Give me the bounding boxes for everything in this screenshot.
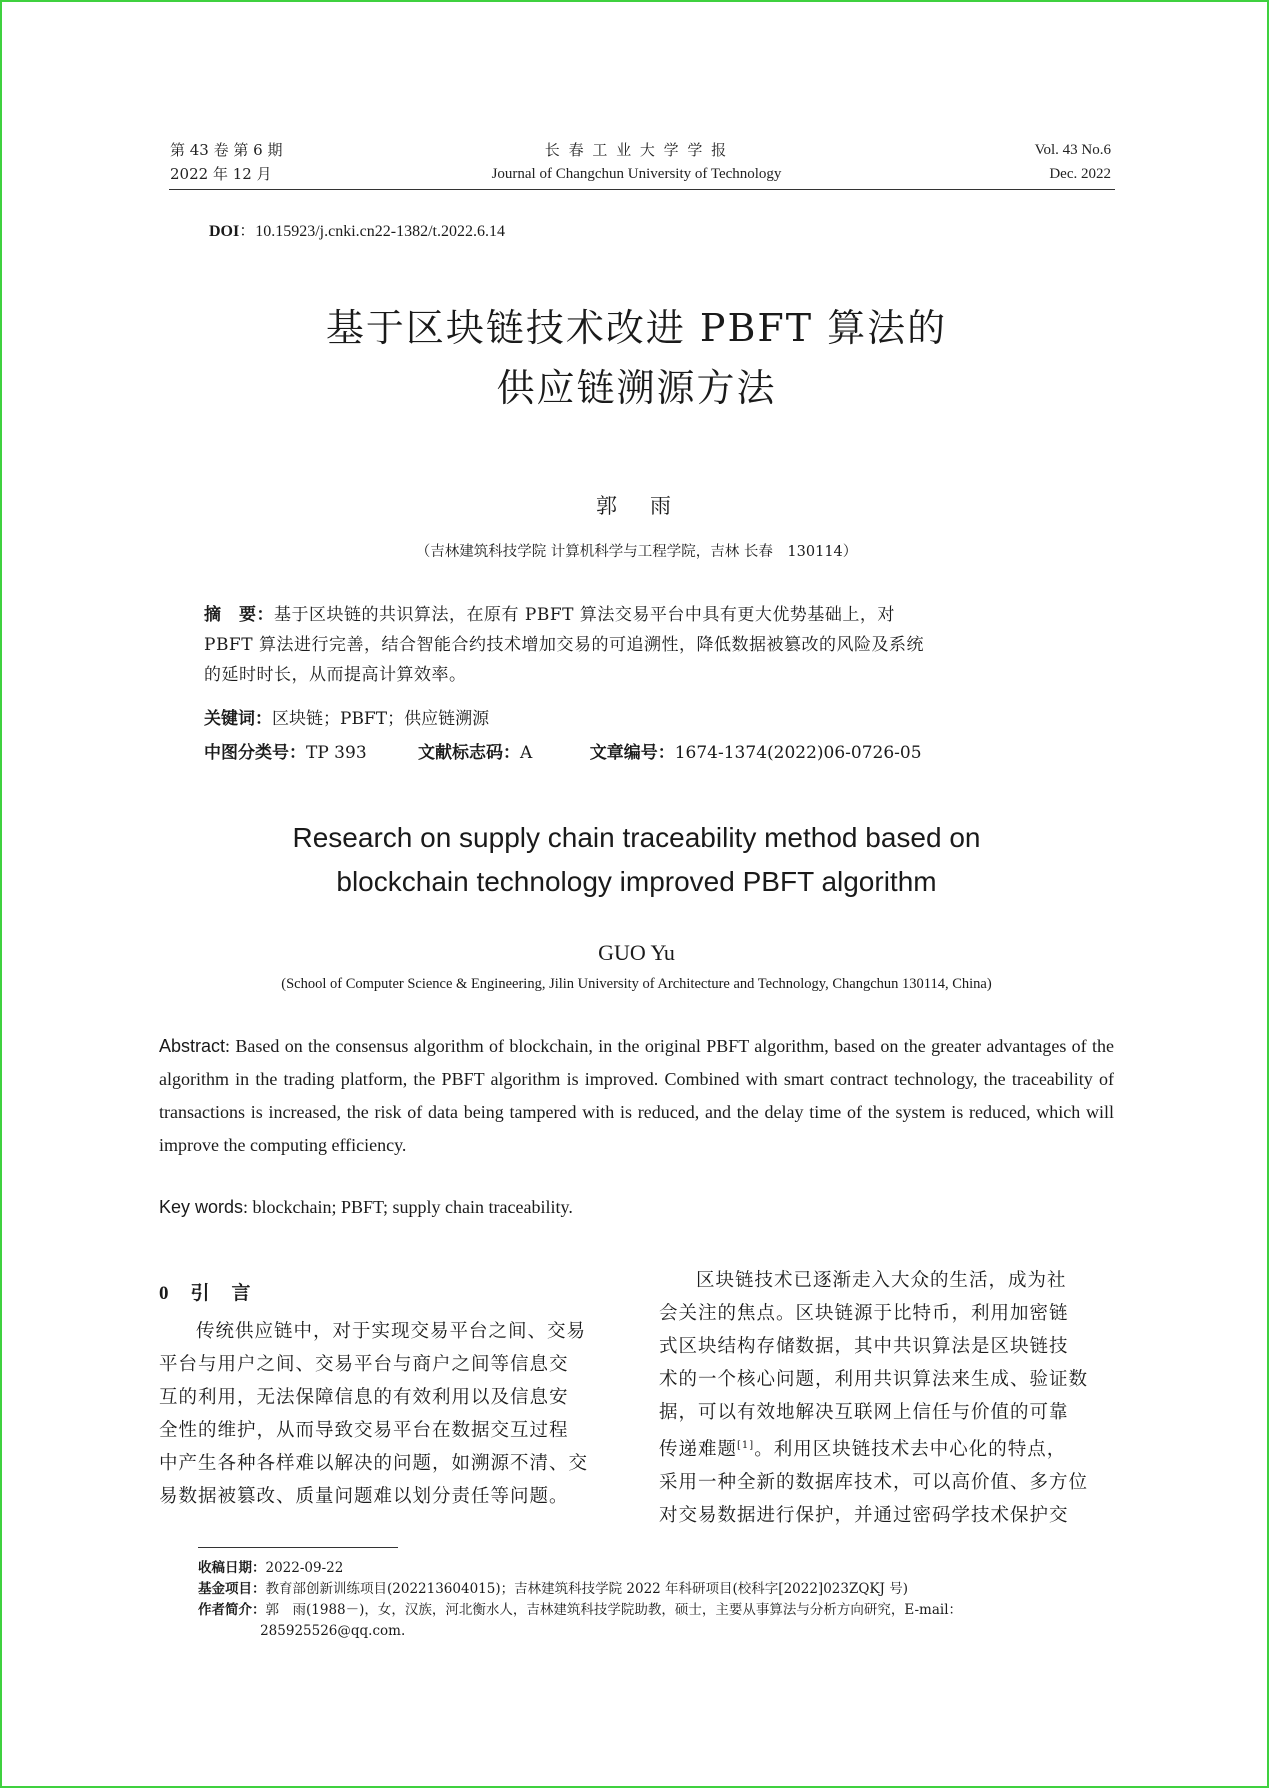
section-heading [159,1278,273,1305]
body-left-line: 中产生各种各样难以解决的问题，如溯源不清、交 [159,1453,589,1474]
footnote-received [198,1558,1118,1579]
header-volume-issue: 第 43 卷 第 6 期 [170,141,283,159]
affiliation-en: (School of Computer Science & Engineering, Jilin University of Architecture and Technology, Changchun 130114, China) [281,976,992,992]
body-left-line: 传统供应链中，对于实现交易平台之间、交易 [196,1321,587,1342]
body-right-text: 传递难题 [659,1439,738,1461]
title-en-line2: blockchain technology improved PBFT algorithm [336,866,937,897]
doi [209,218,505,241]
author-bio-email: 285925526@qq.com. [260,1623,406,1639]
abstract-cn [204,600,1074,690]
keywords-en [159,1197,573,1218]
article-no-value: 1674-1374(2022)06-0726-05 [674,743,922,763]
header-vol-en [1035,138,1111,186]
body-right-line: 区块链技术已逐渐走入大众的生活，成为社 [696,1270,1067,1291]
body-right-line: 据，可以有效地解决互联网上信任与价值的可靠 [659,1402,1069,1423]
received-value: 2022-09-22 [265,1560,344,1576]
body-right-column [659,1264,1114,1532]
fund-label: 基金项目： [198,1581,266,1597]
body-right-line: 式区块结构存储数据，其中共识算法是区块链技 [659,1336,1069,1357]
clc-label: 中图分类号： [204,743,306,763]
title-en [2,816,1269,904]
body-left-column [159,1315,614,1513]
abstract-en [159,1030,1114,1162]
abstract-cn-label: 摘 要： [204,605,274,625]
footnotes [198,1558,1118,1642]
keywords-en-value: : blockchain; PBFT; supply chain traceability. [243,1197,573,1217]
header-vol-no: Vol. 43 No.6 [1034,142,1111,158]
abstract-en-text: : Based on the consensus algorithm of blockchain, in the original PBFT algorithm, based on the greater advantages of the algorithm in the trading platform, the PBFT algorithm is improved. Combined with smart contract technology, the traceability of transactions is increased, the risk of data being tampered with is reduced, and the delay time of the system is reduced, which will improve the computing efficiency. [159,1036,1114,1155]
body-left-line: 互的利用，无法保障信息的有效利用以及信息安 [159,1387,569,1408]
body-right-line: 对交易数据进行保护，并通过密码学技术保护交 [659,1505,1069,1527]
header-journal-cn: 长 春 工 业 大 学 学 报 [544,141,729,159]
doc-code-label: 文献标志码： [418,743,521,763]
header-rule [169,189,1115,190]
fund-value: 教育部创新训练项目(202213604015)；吉林建筑科技学院 2022 年科研项目(校科字[2022]023ZQKJ 号) [265,1581,908,1597]
header-date-en: Dec. 2022 [1049,166,1111,182]
header-journal-en: Journal of Changchun University of Technology [491,166,782,182]
section-title: 引言 [190,1282,273,1304]
body-left-line: 平台与用户之间、交易平台与商户之间等信息交 [159,1354,569,1375]
classification-line [204,738,1084,763]
abstract-cn-line2: PBFT 算法进行完善，结合智能合约技术增加交易的可追溯性，降低数据被篡改的风险及系统 [204,635,924,655]
body-right-line: 术的一个核心问题，利用共识算法来生成、验证数 [659,1369,1089,1390]
keywords-cn [204,704,489,729]
doc-code-value: A [520,743,533,763]
abstract-cn-line1: 基于区块链的共识算法，在原有 PBFT 算法交易平台中具有更大优势基础上，对 [274,605,895,625]
body-right-line: 会关注的焦点。区块链源于比特币，利用加密链 [659,1303,1069,1324]
author-cn: 郭 雨 [596,494,677,518]
title-cn [2,298,1269,418]
footnote-rule [198,1547,398,1548]
keywords-cn-value: 区块链；PBFT；供应链溯源 [272,709,490,729]
footnote-author [198,1600,1118,1621]
clc-value: TP 393 [306,743,367,763]
body-right-text: 。利用区块链技术去中心化的特点， [754,1439,1067,1461]
received-label: 收稿日期： [198,1560,266,1576]
title-cn-line1: 基于区块链技术改进 PBFT 算法的 [325,306,948,350]
body-right-line [659,1429,1114,1466]
author-bio-label: 作者简介： [198,1602,266,1618]
doi-label: DOI [209,223,240,240]
footnote-fund [198,1579,1118,1600]
section-number: 0 [159,1283,169,1304]
header-date-cn: 2022 年 12 月 [170,165,272,183]
abstract-en-label: Abstract [159,1036,226,1056]
keywords-en-label: Key words [159,1197,244,1217]
article-no-label: 文章编号： [589,743,675,763]
abstract-cn-line3: 的延时时长，从而提高计算效率。 [204,665,467,685]
title-en-line1: Research on supply chain traceability method based on [292,822,981,853]
author-bio-value: 郭 雨(1988－)，女，汉族，河北衡水人，吉林建筑科技学院助教，硕士，主要从事算法与分析方向研究，E-mail： [265,1602,963,1618]
affiliation-cn: （吉林建筑科技学院 计算机科学与工程学院，吉林 长春 130114） [415,544,858,560]
citation-ref: [1] [737,1440,755,1451]
author-en: GUO Yu [598,940,675,965]
doi-value: ：10.15923/j.cnki.cn22-1382/t.2022.6.14 [239,223,505,240]
body-right-line: 采用一种全新的数据库技术，可以高价值、多方位 [659,1472,1089,1494]
body-left-line: 全性的维护，从而导致交易平台在数据交互过程 [159,1420,569,1441]
keywords-cn-label: 关键词： [204,709,272,729]
body-left-line: 易数据被篡改、质量问题难以划分责任等问题。 [159,1486,569,1507]
title-cn-line2: 供应链溯源方法 [496,366,777,410]
